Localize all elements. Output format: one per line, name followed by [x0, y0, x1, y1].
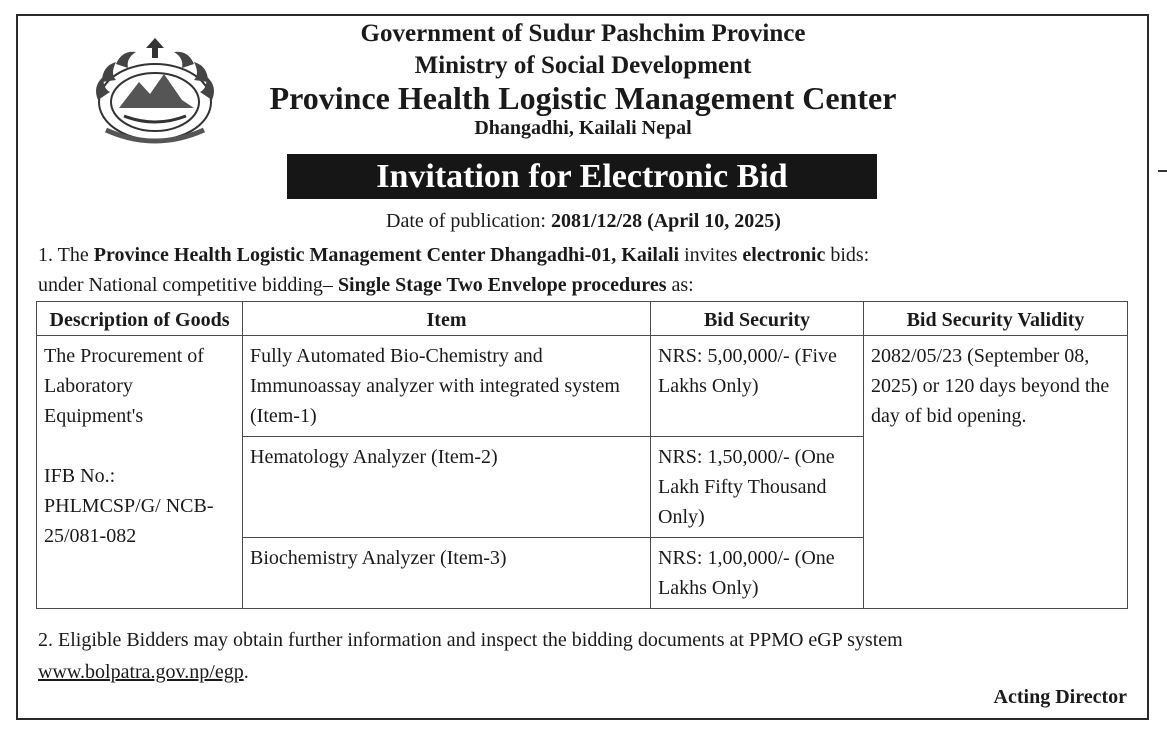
bid-table — [36, 301, 1128, 609]
bid-kind: electronic — [742, 244, 826, 266]
bid-security-cell: NRS: 1,50,000/- (One Lakh Fifty Thousand Only) — [651, 437, 864, 538]
table-row — [37, 336, 1128, 437]
item-cell: Biochemistry Analyzer (Item-3) — [243, 538, 651, 609]
ifb-number: PHLMCSP/G/ NCB-25/081-082 — [44, 495, 214, 547]
notice-banner: Invitation for Electronic Bid — [287, 154, 877, 199]
paragraph-text: bids: — [825, 244, 870, 266]
goods-description-cell — [37, 336, 243, 609]
nepal-government-emblem-icon — [84, 30, 226, 150]
egp-portal-link[interactable]: www.bolpatra.gov.np/egp — [38, 661, 244, 683]
notice-paragraph-1 — [38, 240, 1128, 300]
signatory-title: Acting Director — [993, 686, 1127, 708]
paragraph-text: as: — [666, 274, 694, 296]
paragraph-text: 2. Eligible Bidders may obtain further information and inspect the bidding documents at PPMO eGP system — [38, 629, 903, 651]
location-subtitle: Dhangadhi, Kailali Nepal — [474, 117, 692, 139]
paragraph-text: . — [243, 661, 249, 683]
organization-name: Province Health Logistic Management Center Dhangadhi-01, Kailali — [93, 244, 680, 266]
column-header: Bid Security — [651, 302, 864, 336]
paragraph-text: under National competitive bidding– — [38, 274, 338, 296]
column-header: Bid Security Validity — [864, 302, 1128, 336]
edge-mark — [1158, 170, 1167, 172]
notice-paragraph-2 — [38, 624, 1128, 688]
bidding-procedure: Single Stage Two Envelope procedures — [337, 274, 667, 296]
publication-date-value: 2081/12/28 (April 10, 2025) — [550, 210, 781, 232]
bid-validity-cell: 2082/05/23 (September 08, 2025) or 120 days beyond the day of bid opening. — [864, 336, 1128, 609]
government-title: Government of Sudur Pashchim Province — [360, 20, 806, 47]
center-title: Province Health Logistic Management Center — [269, 80, 897, 116]
ifb-label: IFB No.: — [44, 465, 116, 487]
paragraph-number: 1. The — [38, 244, 94, 266]
bid-security-cell: NRS: 5,00,000/- (Five Lakhs Only) — [651, 336, 864, 437]
column-header: Description of Goods — [37, 302, 243, 336]
bid-security-cell: NRS: 1,00,000/- (One Lakhs Only) — [651, 538, 864, 609]
item-cell: Hematology Analyzer (Item-2) — [243, 437, 651, 538]
procurement-description: The Procurement of Laboratory Equipment's — [44, 345, 204, 427]
ministry-title: Ministry of Social Development — [414, 52, 752, 79]
publication-label: Date of publication: — [386, 210, 551, 232]
column-header: Item — [243, 302, 651, 336]
paragraph-text: invites — [679, 244, 743, 266]
item-cell: Fully Automated Bio-Chemistry and Immunoassay analyzer with integrated system (Item-1) — [243, 336, 651, 437]
publication-date — [0, 210, 1167, 233]
table-header-row — [37, 302, 1128, 336]
